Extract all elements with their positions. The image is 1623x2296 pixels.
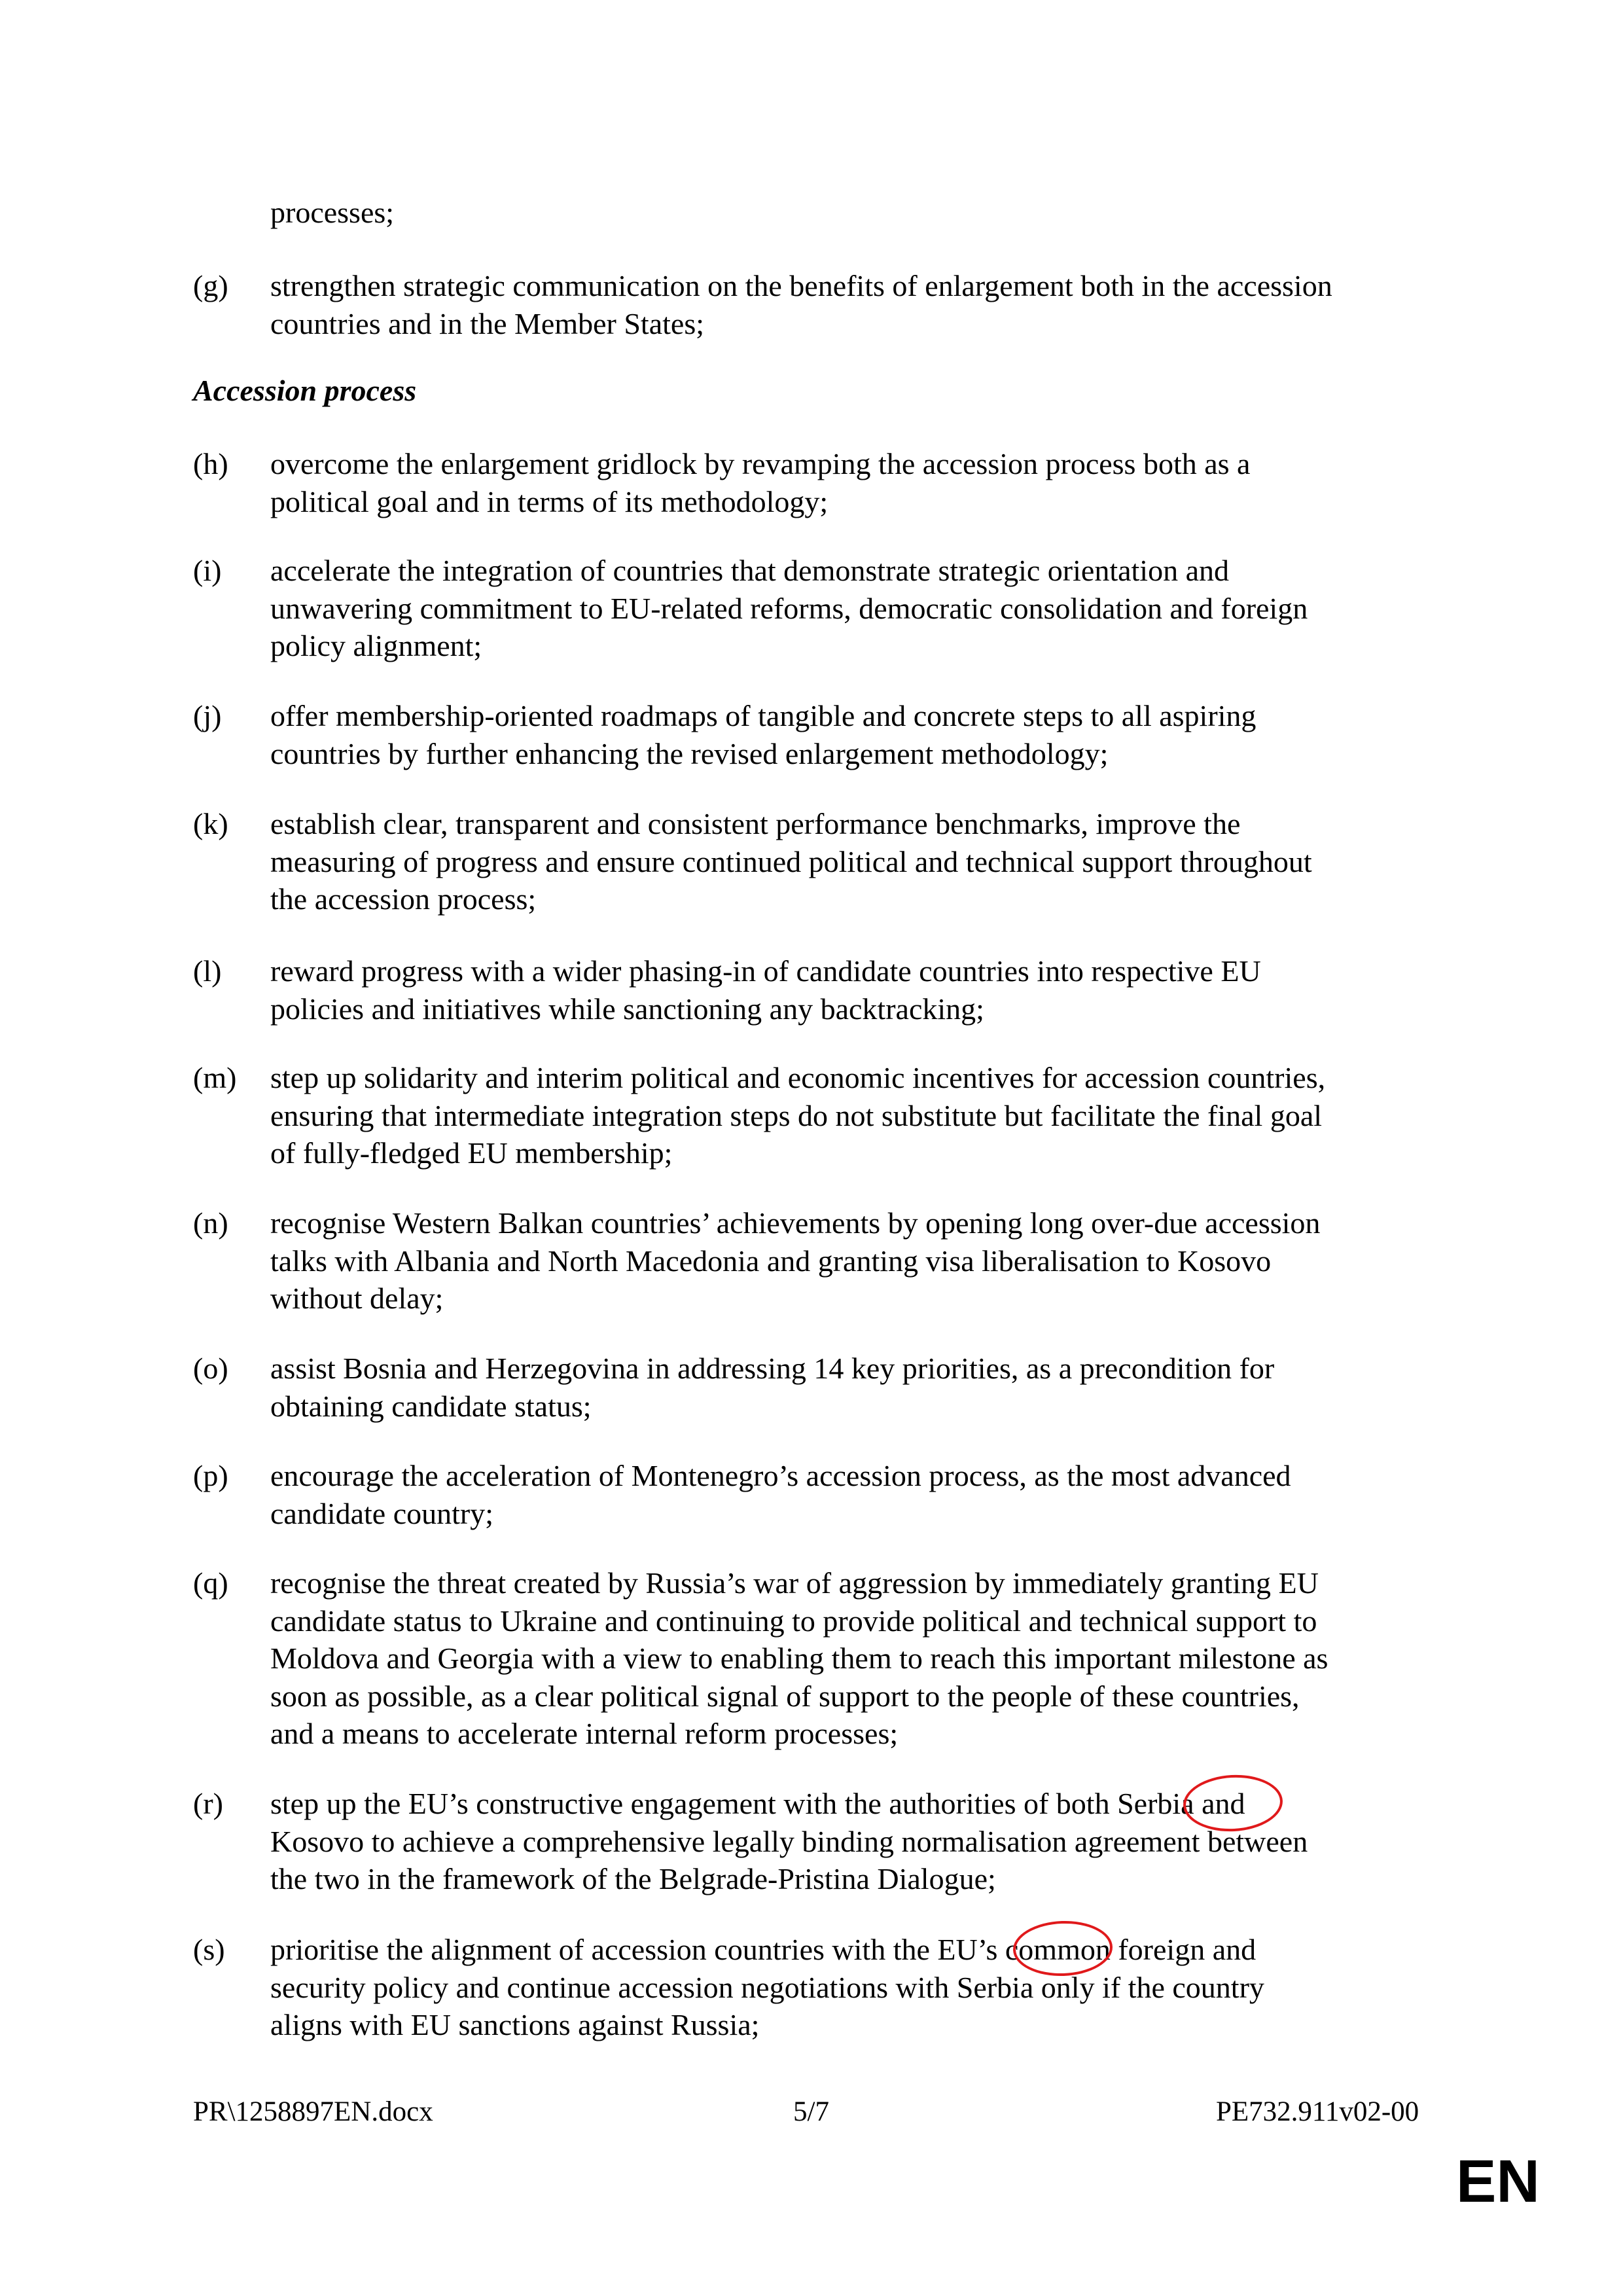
section-heading: Accession process — [193, 374, 417, 407]
item-text: offer membership-oriented roadmaps of tangible and concrete steps to all aspiring countries by further enhancing the revised enlargement methodology; — [270, 699, 1257, 770]
item-text: reward progress with a wider phasing-in of candidate countries into respective EU policies and initiatives while sanctioning any backtracking; — [270, 954, 1261, 1026]
item-label: (g) — [193, 269, 228, 302]
item-label: (o) — [193, 1352, 228, 1385]
continuation-text: processes; — [270, 196, 395, 229]
item-label: (q) — [193, 1566, 228, 1600]
item-label: (m) — [193, 1061, 237, 1094]
item-text: assist Bosnia and Herzegovina in addressing 14 key priorities, as a precondition for obtaining candidate status; — [270, 1352, 1275, 1423]
footer-document-reference: PR\1258897EN.docx — [193, 2096, 433, 2127]
language-tag: EN — [1456, 2148, 1540, 2215]
item-text: overcome the enlargement gridlock by revamping the accession process both as a political goal and in terms of its methodology; — [270, 447, 1251, 518]
item-label: (h) — [193, 447, 228, 480]
item-label: (l) — [193, 954, 222, 988]
item-label: (s) — [193, 1933, 225, 1966]
item-text: step up solidarity and interim political and economic incentives for accession countries, ensuring that intermediate integration steps do not substitute but facilitate the final goal of fully-fledged EU membership; — [270, 1061, 1326, 1170]
footer-pe-number: PE732.911v02-00 — [1216, 2096, 1419, 2127]
item-text: recognise Western Balkan countries’ achievements by opening long over-due accession talks with Albania and North Macedonia and granting visa liberalisation to Kosovo without delay; — [270, 1206, 1321, 1315]
item-text: accelerate the integration of countries that demonstrate strategic orientation and unwavering commitment to EU-related reforms, democratic consolidation and foreign policy alignment; — [270, 554, 1308, 662]
item-text: establish clear, transparent and consistent performance benchmarks, improve the measuring of progress and ensure continued political and technical support throughout the accession process; — [270, 807, 1312, 916]
item-text: recognise the threat created by Russia’s war of aggression by immediately granting EU candidate status to Ukraine and continuing to provide political and technical support to Moldova and Georgia with a view to enabling them to reach this important milestone as soon as possible, as a clear political signal of support to the people of these countries, and a means to accelerate internal reform processes; — [270, 1566, 1329, 1750]
item-label: (j) — [193, 699, 222, 732]
item-label: (k) — [193, 807, 228, 840]
item-label: (p) — [193, 1459, 228, 1492]
item-text: encourage the acceleration of Montenegro’s accession process, as the most advanced candidate country; — [270, 1459, 1291, 1530]
footer-page-number: 5/7 — [793, 2096, 829, 2127]
item-text: strengthen strategic communication on the benefits of enlargement both in the accession countries and in the Member States; — [270, 269, 1332, 340]
item-label: (i) — [193, 554, 222, 587]
item-text: step up the EU’s constructive engagement with the authorities of both Serbia and Kosovo to achieve a comprehensive legally binding normalisation agreement between the two in the framework of the Belgrade-Pristina Dialogue; — [270, 1787, 1308, 1895]
item-label: (n) — [193, 1206, 228, 1240]
item-label: (r) — [193, 1787, 223, 1820]
item-text: prioritise the alignment of accession countries with the EU’s common foreign and security policy and continue accession negotiations with Serbia only if the country aligns with EU sanctions against Russia; — [270, 1933, 1264, 2041]
